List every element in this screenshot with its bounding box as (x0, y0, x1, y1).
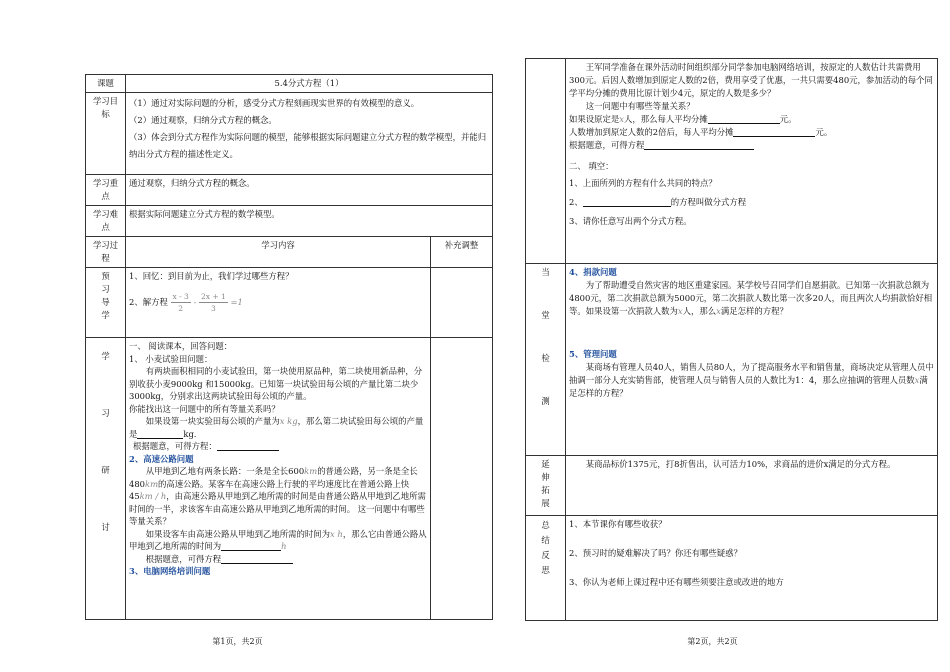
summary-q1: 1、本节课你有哪些收获？ (569, 519, 667, 529)
lesson-plan-table-2 (525, 58, 938, 621)
difficulty-label: 学习难点 (86, 206, 126, 237)
problem-2-title: 2、高速公路问题 (129, 453, 194, 464)
fill-question-1: 1、上面所列的方程有什么共同的特点？ (569, 178, 717, 188)
summary-q3: 3、你认为老师上课过程中还有哪些须要注意或改进的地方 (569, 577, 784, 587)
training-equation: 根据题意，可得方程 (569, 139, 934, 152)
section-1-heading: 一、 阅读课本，回答问题： (129, 341, 233, 351)
problem-2-assumption: 如果设客车由高速公路从甲地到乙地所需的时间为x h，那么它由普通公路从甲地到乙地所需的时间为 h (129, 528, 427, 551)
problem-2-text: 从甲地到乙地有两条长路：一条是全长600km的普通公路，另一条是全长480km的高速公路。某客车在高速公路上行驶的平均速度比在普通公路上快45km / h，由高速公路从甲地到乙地所需的时间是由普通公路从甲地到乙地所需时间的一半，求该客车由高速公路从甲地到乙地所需的时间。 这一问题中有哪些等量关系？ (129, 466, 426, 526)
answer-blank[interactable] (644, 139, 754, 150)
management-title: 5、管理问题 (569, 349, 617, 359)
extension-text: 某商品标价1375元，打8折售出，认可活力10%，求商品的进价x满足的分式方程。 (566, 456, 938, 516)
process-label: 学习过程 (86, 237, 126, 268)
problem-2-equation: 根据题意，可得方程 (129, 553, 427, 566)
goal-item: （2）通过观察，归纳分式方程的概念。 (129, 115, 277, 125)
preview-q2: 2、解方程 $\frac{x - 3}{2}$ - $\frac{2x + 1}{3}$ =1 (129, 292, 243, 313)
fill-question-3: 3、请你任意写出两个分式方程。 (569, 216, 692, 226)
page-1-footer: 第1页，共2页 (212, 637, 263, 646)
answer-blank[interactable] (708, 113, 780, 124)
relation-question: 这一问题中有哪些等量关系？ (585, 101, 695, 111)
continued-label-cell (526, 59, 566, 264)
answer-blank[interactable] (137, 428, 183, 439)
management-text: 某商场有管理人员40人，销售人员80人，为了提高服务水平和销售量，商场决定从管理人员中抽调一部分人充实销售部，使管理人员与销售人员的人数比为1：4，那么应抽调的管理人员数x满足怎样的方程？ (569, 362, 934, 398)
key-label: 学习重点 (86, 175, 126, 206)
goal-item: （3）体会到分式方程作为实际问题的模型，能够根据实际问题建立分式方程的数学模型，并能归纳出分式方程的描述性定义。 (129, 132, 487, 159)
training-increase: 人数增加到原定人数的2倍后，每人平均分摊 元。 (569, 127, 833, 137)
fraction-2: $\frac{2x + 1}{3}$ (201, 292, 226, 313)
study-content (126, 338, 431, 620)
problem-1-equation: 根据题意，可得方程： (129, 440, 427, 453)
summary-content (566, 516, 938, 621)
extension-label: 延 伸 拓 展 (526, 456, 566, 516)
donation-text: 为了帮助遭受自然灾害的地区重建家园。某学校号召同学们自愿捐款。已知第一次捐款总额为4800元，第二次捐款总额为5000元，第二次捐款人数比第一次多20人，而且两次人均捐款恰好相等。如果设第一次捐款人数为x人，那么x满足怎样的方程？ (569, 280, 933, 316)
answer-blank[interactable] (733, 126, 815, 137)
fill-question-2: 2、 的方程叫做分式方程 (569, 197, 747, 207)
lesson-plan-table-1 (85, 74, 493, 620)
study-label: 学 习 研 讨 (86, 338, 126, 620)
topic-label: 课题 (86, 75, 126, 93)
page-2 (475, 0, 950, 672)
training-problem-text: 王军同学准备在课外活动时间组织部分同学参加电脑网络培训，按原定的人数估计共需费用300元。后因人数增加到原定人数的2倍，费用享受了优惠，一共只需要480元，参加活动的每个同学平均分摊的费用比原计划少4元，原定的人数是多少？ (569, 62, 933, 98)
answer-blank[interactable] (583, 196, 671, 207)
answer-blank[interactable] (221, 540, 281, 551)
topic-value: 5.4分式方程（1） (126, 75, 493, 93)
section-2-heading: 二、 填空： (569, 161, 614, 171)
supplement-header: 补充调整 (431, 237, 493, 268)
content-header: 学习内容 (126, 237, 431, 268)
test-label: 当 堂 检 测 (526, 264, 566, 456)
problem-1-text: 有两块面积相同的小麦试验田，第一块使用原品种，第二块使用新品种，分别收获小麦9000kg 和15000kg。已知第一块试验田每公顷的产量比第二块少3000kg，分别求出这两块试验田每公顷的产量。 (129, 366, 423, 401)
goal-item: （1）通过对实际问题的分析，感受分式方程刻画现实世界的有效模型的意义。 (129, 98, 420, 108)
fraction-1: $\frac{x - 3}{2}$ (172, 292, 189, 313)
summary-q2: 2、预习时的疑难解决了吗？你还有哪些疑惑？ (569, 548, 742, 558)
preview-content (126, 268, 431, 338)
donation-title: 4、捐款问题 (569, 267, 617, 277)
difficulty-value: 根据实际问题建立分式方程的数学模型。 (126, 206, 493, 237)
answer-blank[interactable] (217, 440, 279, 451)
goals-content (126, 93, 493, 175)
test-content (566, 264, 938, 456)
problem-3-title: 3、电脑网络培训问题 (129, 566, 211, 576)
preview-q1: 1、回忆：到目前为止，我们学过哪些方程？ (129, 271, 294, 281)
continued-content (566, 59, 938, 264)
answer-blank[interactable] (221, 553, 293, 564)
summary-label: 总 结 反 思 (526, 516, 566, 621)
problem-1-title: 1、 小麦试验田问题： (129, 353, 213, 364)
goals-label: 学习目标 (86, 93, 126, 175)
page-2-footer: 第2页，共2页 (687, 637, 738, 646)
key-value: 通过观察，归纳分式方程的概念。 (126, 175, 493, 206)
problem-1-question: 你能找出这一问题中的所有等量关系吗？ (129, 403, 280, 414)
preview-label: 预 习 导 学 (86, 268, 126, 338)
training-assumption: 如果设原定是x人，那么每人平均分摊 元。 (569, 114, 797, 124)
problem-1-assumption: 如果设第一块实验田每公顷的产量为x kg，那么第二块试验田每公顷的产量是 kg. (129, 416, 424, 439)
